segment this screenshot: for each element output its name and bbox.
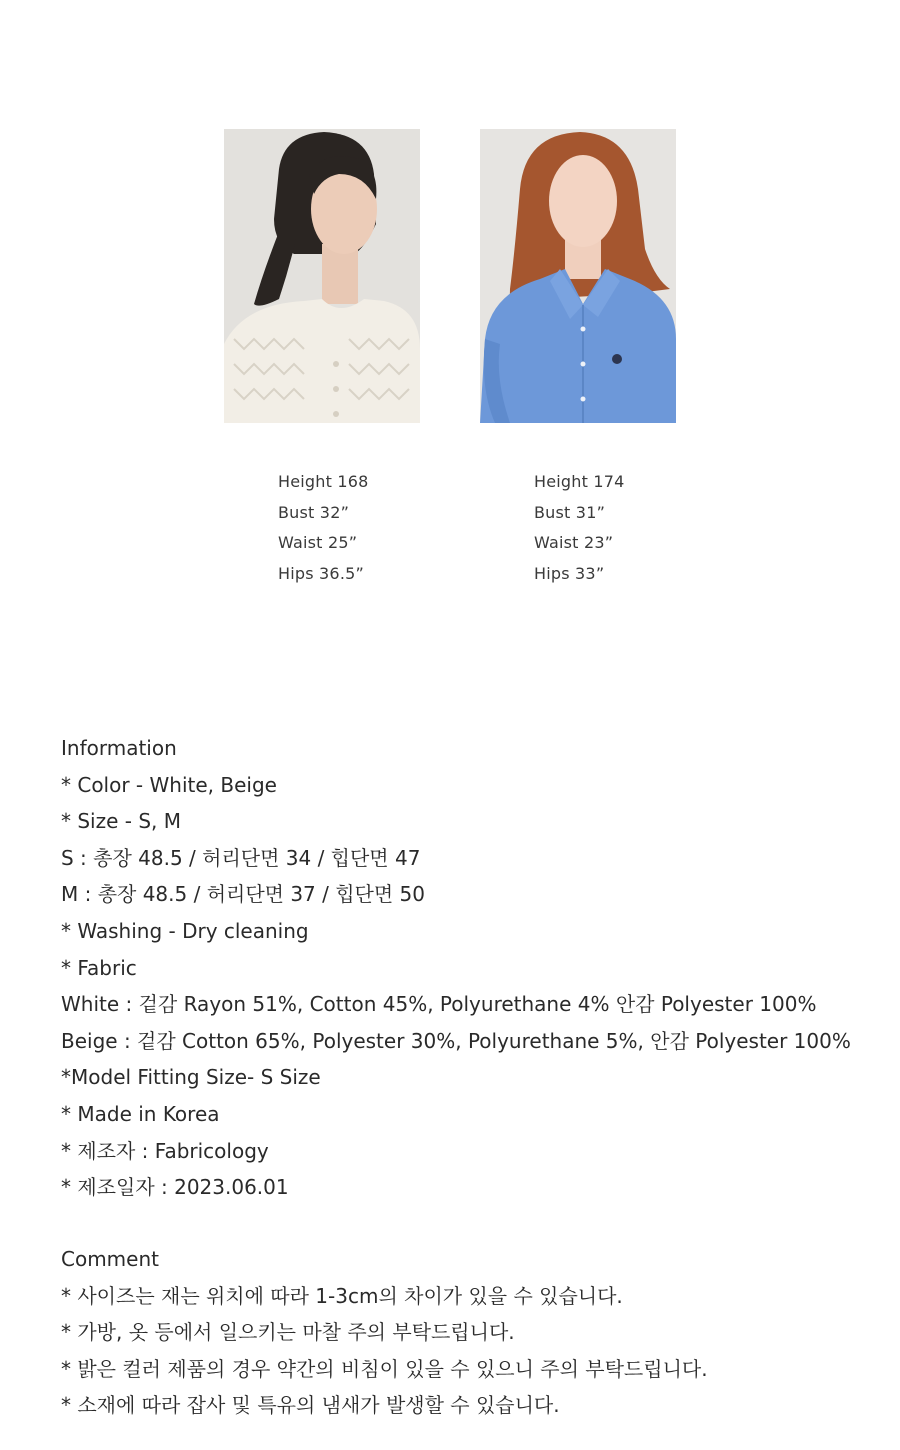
model-photo-1	[224, 129, 420, 423]
info-fabric: * Fabric	[61, 955, 137, 980]
info-color: * Color - White, Beige	[61, 772, 277, 797]
info-size-m: M : 총장 48.5 / 허리단면 37 / 힙단면 50	[61, 882, 425, 907]
model-1-bust: Bust 32”	[278, 502, 350, 522]
model-photo-2	[480, 129, 676, 423]
model-1-hips: Hips 36.5”	[278, 563, 364, 583]
information-heading: Information	[61, 736, 177, 760]
info-fabric-beige: Beige : 겉감 Cotton 65%, Polyester 30%, Polyurethane 5%, 안감 Polyester 100%	[61, 1028, 851, 1053]
model-1-waist: Waist 25”	[278, 533, 358, 552]
model-2-waist: Waist 23”	[534, 533, 614, 552]
comment-section	[61, 1241, 881, 1424]
model-2-hips: Hips 33”	[534, 563, 605, 583]
model-2-height: Height 174	[534, 472, 625, 491]
model-2-bust: Bust 31”	[534, 502, 606, 522]
comment-line-1: * 사이즈는 재는 위치에 따라 1-3cm의 차이가 있을 수 있습니다.	[61, 1283, 623, 1308]
info-washing: * Washing - Dry cleaning	[61, 918, 309, 943]
info-manufacturer: * 제조자 : Fabricology	[61, 1138, 269, 1163]
comment-heading: Comment	[61, 1247, 159, 1271]
info-manufacture-date: * 제조일자 : 2023.06.01	[61, 1175, 289, 1200]
model-1-stats	[278, 467, 369, 589]
info-origin: * Made in Korea	[61, 1101, 220, 1126]
info-size: * Size - S, M	[61, 809, 182, 834]
comment-line-2: * 가방, 옷 등에서 일으키는 마찰 주의 부탁드립니다.	[61, 1320, 515, 1345]
info-model-fitting: *Model Fitting Size- S Size	[61, 1065, 321, 1090]
info-fabric-white: White : 겉감 Rayon 51%, Cotton 45%, Polyurethane 4% 안감 Polyester 100%	[61, 992, 817, 1017]
comment-line-4: * 소재에 따라 잡사 및 특유의 냄새가 발생할 수 있습니다.	[61, 1393, 560, 1418]
info-size-s: S : 총장 48.5 / 허리단면 34 / 힙단면 47	[61, 845, 421, 870]
model-2-stats	[534, 467, 625, 589]
information-section	[61, 730, 881, 1206]
comment-line-3: * 밝은 컬러 제품의 경우 약간의 비침이 있을 수 있으니 주의 부탁드립니다.	[61, 1356, 708, 1381]
model-1-height: Height 168	[278, 472, 369, 491]
